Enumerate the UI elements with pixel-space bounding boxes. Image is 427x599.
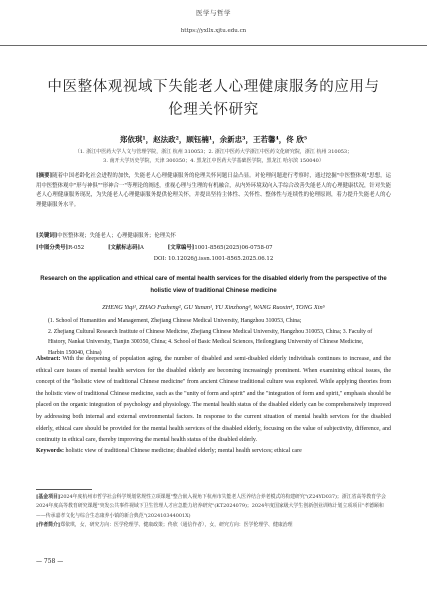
classification-row <box>36 243 391 251</box>
journal-url[interactable]: https://yxllx.xjtu.edu.cn <box>180 28 247 34</box>
doc-code-value: A <box>140 245 144 251</box>
clc-label: [中图分类号] <box>36 245 69 251</box>
clc-value: R-052 <box>68 245 85 251</box>
abstract-en-text: With the deepening of population aging, the number of disabled and semi-disabled elderly individuals continues to increase, and the ethical care issues of mental health services for the disabled elderly are becoming increasingly prominent. When examining ethical issues, the concept of the "holistic view of traditional Chinese medicine" from ancient Chinese traditional culture was explored. While applying theories from the holistic view of traditional Chinese medicine, such as the "unity of form and spirit" and the "integration of form and spirit," emphasis should be placed on the organic integration of psychology and physiology. The mental health status of the disabled elderly can be comprehensively improved by addressing both internal and external environmental factors. In response to the current situation of mental health services for the disabled elderly, ethical care should be provided for the mental health services of the disabled elderly, focusing on the value of subjectivity, difference, and continuity in ethical care, thereby improving the mental health status of the disabled elderly. <box>36 356 391 444</box>
abstract-zh-label: [摘要] <box>36 173 53 179</box>
keywords-zh <box>36 231 391 239</box>
affiliation-line: (1. School of Humanities and Management, Zhejiang Chinese Medical University, Hangzhou 310053, China; <box>48 318 302 324</box>
author-label: [作者简介] <box>36 521 61 528</box>
affiliation-line: 2. Zhejiang Cultural Research Institute of Chinese Medicine, Zhejiang Chinese Medical University, Hangzhou 310053, China; 3. Faculty of History, Nankai University, Tianjin 300350, China; 4. School of Basic Medical Sciences, Heilongjiang University of Chinese Medicine, Harbin 150040, China) <box>48 328 373 356</box>
running-header <box>0 0 427 46</box>
affiliation-line: 3. 南开大学历史学院，天津 300350；4. 黑龙江中医药大学基础医学院，黑龙江 哈尔滨 150040） <box>103 157 324 164</box>
author-note <box>36 521 391 530</box>
article-no-item <box>168 243 273 251</box>
keywords-en-label: Keywords: <box>36 448 64 454</box>
doc-code-item <box>108 243 144 251</box>
keywords-en-text: holistic view of traditional Chinese medicine; disabled elderly; mental health services; ethical care <box>65 448 302 454</box>
fund-label: [基金项目] <box>36 494 61 500</box>
article-title-zh: 中医整体观视域下失能老人心理健康服务的应用与伦理关怀研究 <box>47 79 380 118</box>
doc-code-label: [文献标志码] <box>107 245 141 251</box>
footnote-divider <box>36 489 92 490</box>
footnotes <box>36 493 391 530</box>
article-title-en: Research on the application and ethical care of mental health services for the disabled elderly from the perspective of the holistic view of traditional Chinese medicine <box>40 276 387 294</box>
page-number: — 758 — <box>36 558 64 565</box>
abstract-zh <box>36 172 391 210</box>
author-text: 郑依琪，女，研究方向：医学伦理学、健康政策；佟欣（通信作者），女，研究方向：医学伦理学、健康治理 <box>60 521 293 528</box>
abstract-zh-text: 随着中国老龄化社会进程的加快，失能老人心理健康服务的伦理关怀问题日益凸显。对伦理问题进行考察时，通过挖掘"中医整体观"思想，运用中医整体观中"形与神俱""形神合一"等理论的阐述，重视心理与生理的有机融合，从内外环境双向入手综合改善失能老人的心理健康状况，针对失能老人心理健康服务现况，为失能老人心理健康服务提供伦理关怀，并提出坚持主体性、关怀性、整体性与连续性的伦理原则，着力提升失能老人的心理健康服务水平。 <box>36 173 391 208</box>
abstract-en-label: Abstract: <box>36 356 61 362</box>
keywords-zh-label: [关键词] <box>36 233 58 239</box>
clc-item <box>36 243 84 251</box>
journal-name: 医学与哲学 <box>196 9 231 17</box>
keywords-en <box>36 446 391 457</box>
authors-zh: 郑依琪¹，赵法政²，顾钰楠¹，余新忠³，王若馨⁴，佟 欣⁵ <box>119 135 308 144</box>
affiliations-zh <box>36 148 391 165</box>
fund-text: 2024年度杭州市哲学社会科学规划常规性立项课题"整合嵌入视角下杭州市失能老人医养结合养老模式的构建研究"(Z24YD037)；浙江省高等教育学会2024年度高等教育研究课题"突发公共事件视域下卫生管理人才应急能力培养研究"(KT2024079)；2024年度国家级大学生创新创业训练计划立项项目"孝德颐和——传承嘉孝文化与综合生态康养小镇的新合典范"(202410344001X) <box>36 494 386 519</box>
fund-note <box>36 493 391 521</box>
article-no-value: 1001-8565(2025)06-0758-07 <box>194 245 273 251</box>
doi[interactable]: DOI: 10.12026/j.issn.1001-8565.2025.06.12 <box>153 256 274 262</box>
keywords-zh-text: 中医整体观；失能老人；心理健康服务；伦理关怀 <box>57 233 176 239</box>
affiliation-line: （1. 浙江中医药大学人文与管理学院，浙江 杭州 310053；2. 浙江中医药大学浙江中医药文化研究院，浙江 杭州 310053； <box>74 149 353 155</box>
affiliations-en <box>48 316 379 358</box>
authors-en: ZHENG Yiqi¹, ZHAO Fazheng², GU Yunan¹, YU Xinzhong³, WANG Ruoxin⁴, TONG Xin⁵ <box>102 304 325 311</box>
article-no-label: [文章编号] <box>167 245 195 251</box>
abstract-en <box>36 354 391 447</box>
